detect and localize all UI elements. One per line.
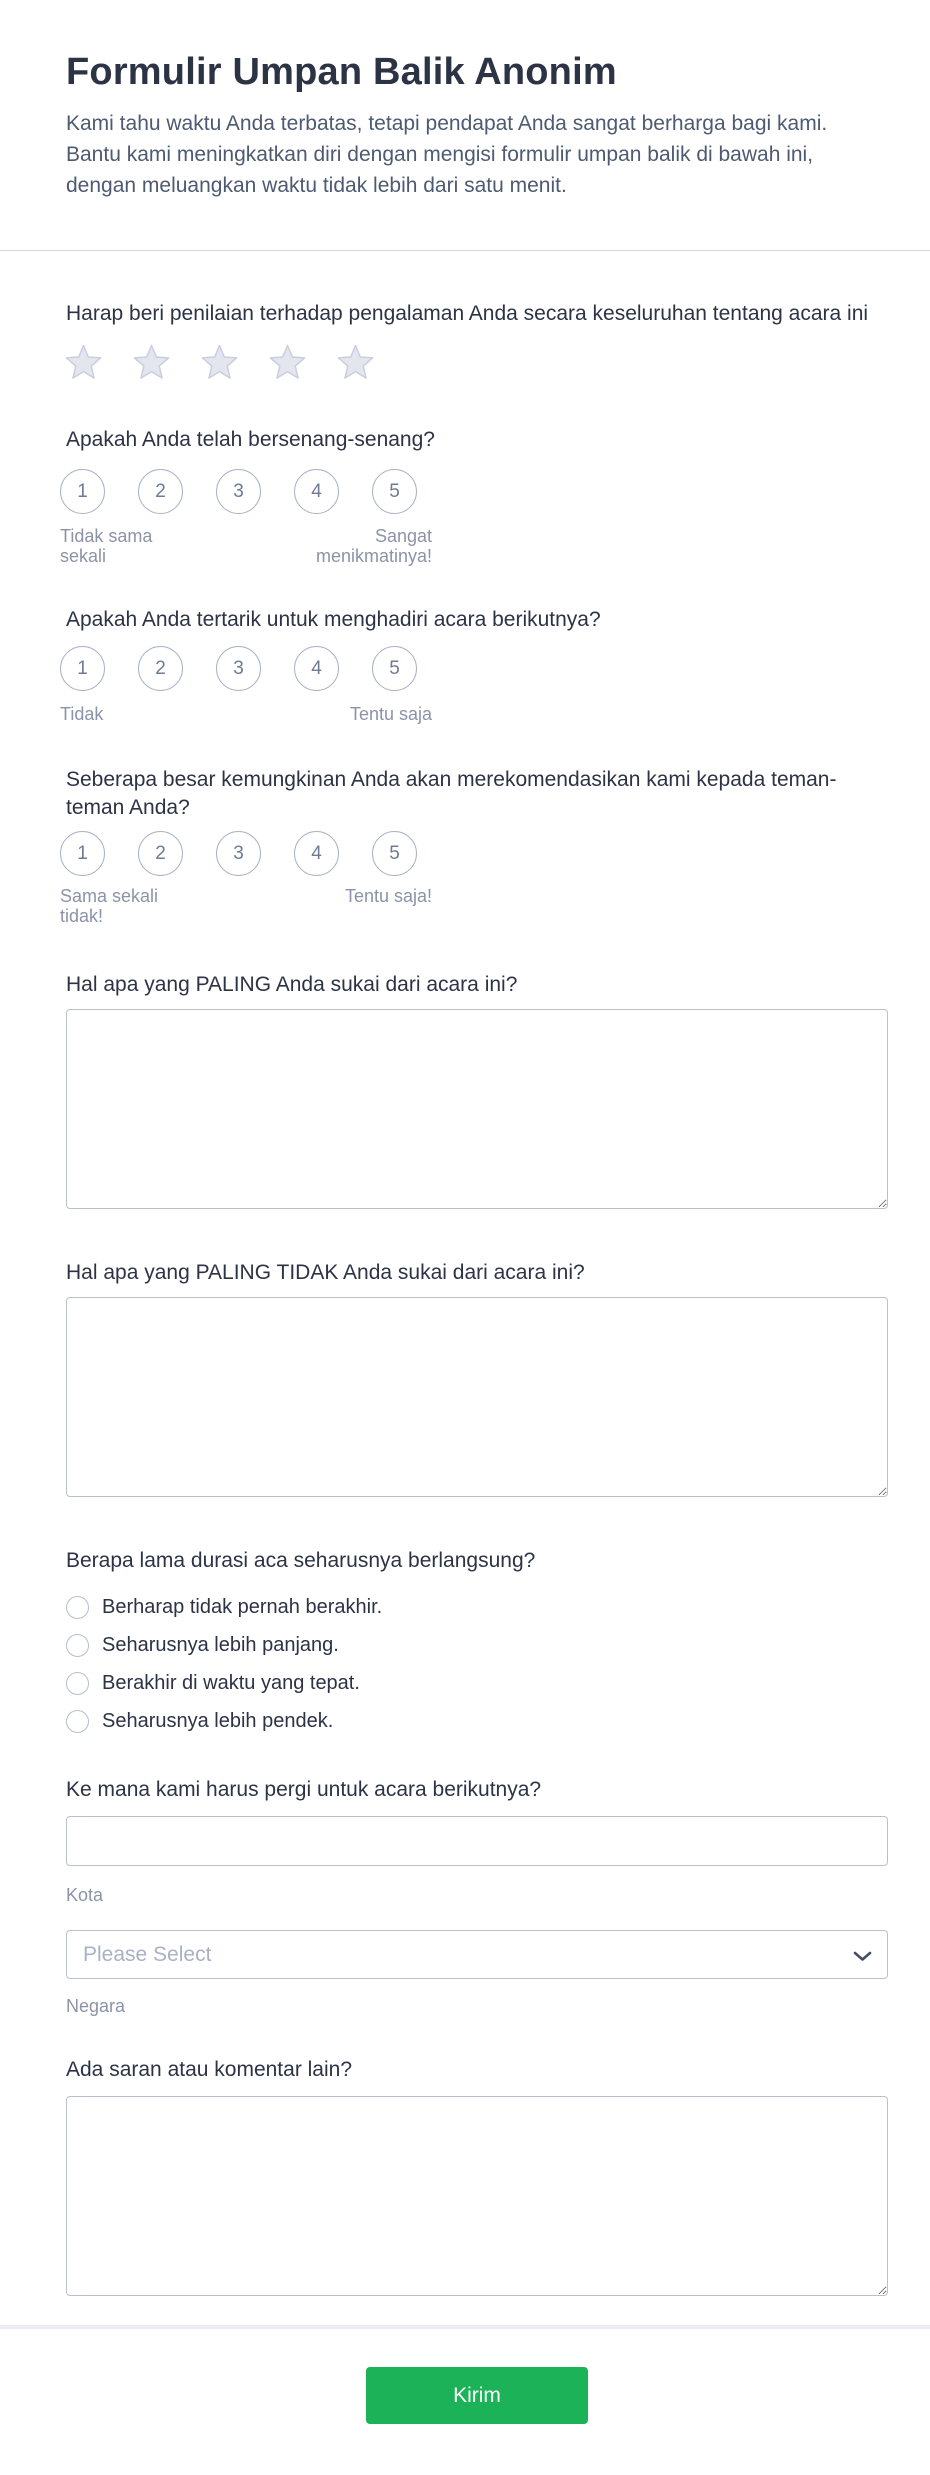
star-icon[interactable] (269, 344, 306, 380)
radio-option-longer[interactable] (66, 1626, 882, 1664)
city-input[interactable] (66, 1816, 888, 1866)
scale-option-4[interactable] (294, 646, 339, 691)
scale-max-label: Sangat menikmatinya! (315, 526, 432, 566)
scale-max-label: Tentu saja! (344, 886, 432, 906)
scale-option-value: 1 (77, 657, 88, 679)
scale-option-1[interactable] (60, 646, 105, 691)
scale-option-value: 2 (155, 480, 166, 502)
question-liked-least-label: Hal apa yang PALING TIDAK Anda sukai dari acara ini? (66, 1261, 585, 1284)
scale-option-2[interactable] (138, 646, 183, 691)
question-next-event-label: Apakah Anda tertarik untuk menghadiri acara berikutnya? (66, 608, 601, 631)
country-select-wrap (66, 1930, 888, 1979)
radio-circle-icon[interactable] (66, 1710, 89, 1733)
scale-min-label: Sama sekali tidak! (60, 886, 159, 926)
radio-option-label: Berharap tidak pernah berakhir. (102, 1595, 383, 1618)
scale-option-value: 3 (233, 480, 244, 502)
scale-option-value: 1 (77, 480, 88, 502)
question-recommend-label (66, 766, 882, 822)
scale-option-4[interactable] (294, 831, 339, 876)
scale-option-3[interactable] (216, 469, 261, 514)
radio-option-label: Seharusnya lebih pendek. (102, 1709, 334, 1732)
radio-circle-icon[interactable] (66, 1596, 89, 1619)
scale-option-2[interactable] (138, 831, 183, 876)
country-sublabel: Negara (66, 1996, 126, 2016)
radio-option-shorter[interactable] (66, 1702, 882, 1740)
scale-option-value: 4 (311, 480, 322, 502)
star-icon[interactable] (337, 344, 374, 380)
scale-widget-recommend (60, 831, 882, 926)
scale-widget-fun (60, 469, 882, 566)
scale-option-value: 2 (155, 842, 166, 864)
scale-option-1[interactable] (60, 831, 105, 876)
liked-most-textarea[interactable] (66, 1009, 888, 1209)
scale-option-5[interactable] (372, 469, 417, 514)
question-recommend-label-line1: Seberapa besar kemungkinan Anda akan merekomendasikan kami kepada teman- (66, 768, 837, 791)
scale-option-3[interactable] (216, 831, 261, 876)
city-sublabel: Kota (66, 1885, 104, 1905)
radio-option-never-end[interactable] (66, 1588, 882, 1626)
scale-min-label: Tidak (60, 704, 104, 724)
scale-option-value: 1 (77, 842, 88, 864)
liked-least-textarea[interactable] (66, 1297, 888, 1497)
question-fun-label: Apakah Anda telah bersenang-senang? (66, 428, 435, 451)
scale-widget-next-event (60, 646, 882, 724)
radio-circle-icon[interactable] (66, 1634, 89, 1657)
scale-option-1[interactable] (60, 469, 105, 514)
scale-option-value: 5 (389, 657, 400, 679)
question-duration-label: Berapa lama durasi aca seharusnya berlangsung? (66, 1549, 536, 1572)
form-title: Formulir Umpan Balik Anonim (66, 51, 617, 93)
question-liked-most-label: Hal apa yang PALING Anda sukai dari acara ini? (66, 973, 518, 996)
star-icon[interactable] (201, 344, 238, 380)
question-comments-label: Ada saran atau komentar lain? (66, 2058, 353, 2081)
star-rating-widget (65, 344, 882, 382)
submit-button[interactable]: Kirim (366, 2367, 588, 2424)
scale-option-4[interactable] (294, 469, 339, 514)
scale-option-value: 4 (311, 657, 322, 679)
scale-option-5[interactable] (372, 831, 417, 876)
scale-option-5[interactable] (372, 646, 417, 691)
duration-radio-group (66, 1588, 882, 1740)
radio-option-label: Seharusnya lebih panjang. (102, 1633, 339, 1656)
question-recommend-label-line2: teman Anda? (66, 796, 190, 819)
header-divider (0, 250, 930, 251)
submit-area (66, 2367, 888, 2424)
scale-max-label: Tentu saja (349, 704, 432, 724)
scale-option-value: 4 (311, 842, 322, 864)
question-rating-label: Harap beri penilaian terhadap pengalaman Anda secara keseluruhan tentang acara ini (66, 302, 869, 325)
scale-option-value: 3 (233, 842, 244, 864)
form-description: Kami tahu waktu Anda terbatas, tetapi pendapat Anda sangat berharga bagi kami. Bantu kami meningkatkan diri dengan mengisi formulir umpan balik di bawah ini, dengan meluangkan waktu tidak lebih dari satu menit. (66, 112, 828, 197)
footer-divider (0, 2325, 930, 2329)
country-select[interactable] (66, 1930, 888, 1979)
radio-option-right-time[interactable] (66, 1664, 882, 1702)
scale-min-label: Tidak sama sekali (60, 526, 153, 566)
comments-textarea[interactable] (66, 2096, 888, 2296)
scale-option-2[interactable] (138, 469, 183, 514)
scale-option-value: 5 (389, 842, 400, 864)
star-icon[interactable] (65, 344, 102, 380)
scale-option-value: 3 (233, 657, 244, 679)
scale-option-3[interactable] (216, 646, 261, 691)
radio-option-label: Berakhir di waktu yang tepat. (102, 1671, 360, 1694)
radio-circle-icon[interactable] (66, 1672, 89, 1695)
scale-option-value: 2 (155, 657, 166, 679)
question-where-label: Ke mana kami harus pergi untuk acara berikutnya? (66, 1778, 542, 1801)
star-icon[interactable] (133, 344, 170, 380)
scale-option-value: 5 (389, 480, 400, 502)
